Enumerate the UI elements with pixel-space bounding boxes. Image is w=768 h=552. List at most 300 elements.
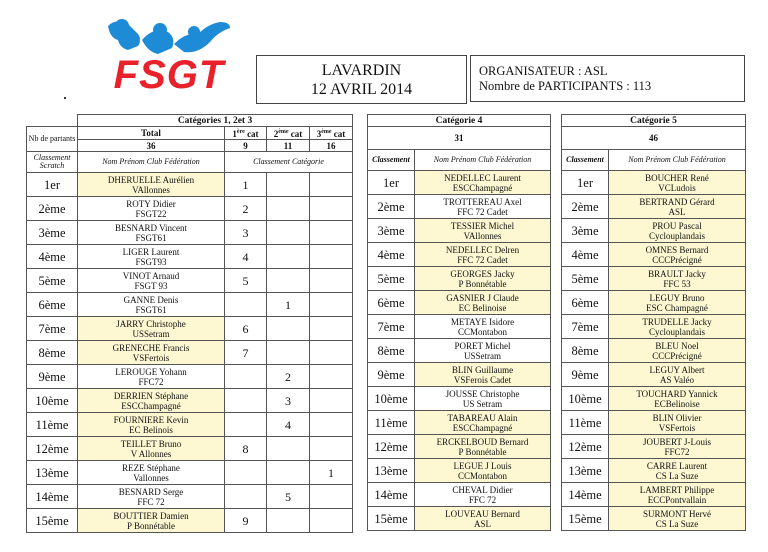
table-row <box>27 509 353 533</box>
competitor-cell <box>415 459 551 483</box>
competitor-club: AS Valéo <box>659 374 695 385</box>
rank: 7ème <box>562 315 609 339</box>
competitor-name: LEGUY Bruno <box>649 292 705 303</box>
table-row <box>27 365 353 389</box>
rank: 4ème <box>562 243 609 267</box>
competitor-club: ECBelinoise <box>654 398 700 409</box>
results-table-cat-1-2-3 <box>26 114 353 533</box>
competitor-club: EC Belinoise <box>458 302 507 313</box>
competitor-club: FFC 72 <box>468 494 497 505</box>
competitor-club: VSFerois Cadet <box>453 374 512 385</box>
competitor-name: LIGER Laurent <box>122 246 180 257</box>
competitor-club: CCMontabon <box>458 470 508 481</box>
competitor-club: FSGT 93 <box>134 280 168 291</box>
competitor-club: FFC72 <box>138 376 164 387</box>
table-row <box>27 245 353 269</box>
competitor-cell <box>415 195 551 219</box>
competitor-club: VAllonnes <box>132 184 170 195</box>
col-name-header: Nom Prénom Club Fédération <box>415 150 551 171</box>
rank: 10ème <box>562 387 609 411</box>
table-row <box>27 461 353 485</box>
cat2-rank <box>267 437 310 461</box>
competitor-name: TRUDELLE Jacky <box>642 316 712 327</box>
competitor-name: VINOT Arnaud <box>122 270 180 281</box>
total-label: Total <box>78 127 225 140</box>
competitor-name: TROTTEREAU Axel <box>443 196 522 207</box>
competitor-name: ROTY Didier <box>126 198 176 209</box>
competitor-name: NEDELLEC Delren <box>445 244 520 255</box>
competitor-cell <box>415 243 551 267</box>
competitor-name: JOUSSE Christophe <box>445 388 520 399</box>
table-row <box>562 411 746 435</box>
competitor-club: Cyclouplandais <box>649 326 705 337</box>
competitor-name: LOUVEAU Bernard <box>445 508 520 519</box>
table-row <box>562 267 746 291</box>
cat3-rank <box>310 197 353 221</box>
rank: 5ème <box>562 267 609 291</box>
competitor-cell <box>609 483 746 507</box>
scratch-rank: 10ème <box>27 389 78 413</box>
col-rank-header: Classement <box>368 150 415 171</box>
competitor-club: CCMontabon <box>458 326 508 337</box>
competitor-club: USSetram <box>132 328 170 339</box>
table-row <box>562 387 746 411</box>
scratch-rank: 15ème <box>27 509 78 533</box>
competitor-name: CARRE Laurent <box>646 460 708 471</box>
scratch-rank: 8ème <box>27 341 78 365</box>
competitor-cell <box>609 243 746 267</box>
cat2-rank <box>267 197 310 221</box>
col-category-header: Classement Catégorie <box>225 152 353 173</box>
competitor-name: REZE Stéphane <box>122 462 180 473</box>
table-row <box>562 459 746 483</box>
competitor-name: BESNARD Vincent <box>114 222 188 233</box>
table-row <box>562 435 746 459</box>
competitor-cell <box>78 317 225 341</box>
competitor-club: FFC 72 Cadet <box>457 254 508 265</box>
table-row <box>368 339 551 363</box>
cat3-rank <box>310 173 353 197</box>
competitor-cell <box>78 269 225 293</box>
scratch-rank: 3ème <box>27 221 78 245</box>
competitor-name: TOUCHARD Yannick <box>636 388 718 399</box>
rank: 3ème <box>368 219 415 243</box>
col-name-header: Nom Prénom Club Fédération <box>78 152 225 173</box>
table-row <box>562 195 746 219</box>
table-row <box>562 315 746 339</box>
table-row <box>562 507 746 531</box>
cat2-rank: 2 <box>267 365 310 389</box>
organizer-text: ORGANISATEUR : ASL <box>479 64 608 78</box>
table-row <box>27 389 353 413</box>
cat1-rank: 1 <box>225 173 267 197</box>
cat2-rank: 5 <box>267 485 310 509</box>
scratch-rank: 1er <box>27 173 78 197</box>
competitor-cell <box>78 173 225 197</box>
competitor-name: SURMONT Hervé <box>642 508 712 519</box>
rank: 3ème <box>562 219 609 243</box>
cat3-count: 16 <box>310 140 353 152</box>
cat1-rank <box>225 293 267 317</box>
rank: 2ème <box>562 195 609 219</box>
competitor-name: LAMBERT Philippe <box>639 484 715 495</box>
rank: 1er <box>562 171 609 195</box>
competitor-club: FSGT61 <box>135 232 167 243</box>
table-row <box>368 315 551 339</box>
competitor-club: P Bonnétable <box>458 278 507 289</box>
table3-count: 46 <box>562 127 746 150</box>
competitor-name: BLIN Olivier <box>652 412 702 423</box>
scratch-rank: 2ème <box>27 197 78 221</box>
col-name-header: Nom Prénom Club Fédération <box>609 150 746 171</box>
competitor-cell <box>609 291 746 315</box>
competitor-club: Vallonnes <box>133 472 169 483</box>
competitor-cell <box>78 245 225 269</box>
competitor-cell <box>78 461 225 485</box>
cat1-rank: 4 <box>225 245 267 269</box>
table-row <box>562 363 746 387</box>
rank: 13ème <box>368 459 415 483</box>
fsgt-logo <box>98 14 240 96</box>
competitor-cell <box>609 411 746 435</box>
competitor-club: USSetram <box>464 350 501 361</box>
competitor-cell <box>609 171 746 195</box>
table-row <box>368 387 551 411</box>
rank: 14ème <box>368 483 415 507</box>
scratch-rank: 7ème <box>27 317 78 341</box>
cat1-rank <box>225 413 267 437</box>
competitor-club: CCCPrécigné <box>652 350 702 361</box>
table2-title: Catégorie 4 <box>368 115 551 127</box>
competitor-cell <box>609 459 746 483</box>
competitor-cell <box>415 267 551 291</box>
cat2-rank <box>267 245 310 269</box>
cat1-count: 9 <box>225 140 267 152</box>
rank: 9ème <box>562 363 609 387</box>
cat3-rank <box>310 269 353 293</box>
rank: 2ème <box>368 195 415 219</box>
competitor-name: BERTRAND Gérard <box>639 196 715 207</box>
competitor-club: US Setram <box>462 398 503 409</box>
table2-count: 31 <box>368 127 551 150</box>
cat3-rank <box>310 221 353 245</box>
cat1-rank: 7 <box>225 341 267 365</box>
table-row <box>562 243 746 267</box>
competitor-cell <box>415 507 551 531</box>
competitor-club: FSGT61 <box>135 304 167 315</box>
cat2-rank <box>267 341 310 365</box>
competitor-name: ERCKELBOUD Bernard <box>436 436 529 447</box>
table-row <box>27 317 353 341</box>
rank: 15ème <box>368 507 415 531</box>
competitor-club: ASL <box>668 206 686 217</box>
table-row <box>562 171 746 195</box>
table-row <box>27 485 353 509</box>
table-row <box>368 267 551 291</box>
table-row <box>368 483 551 507</box>
rank: 12ème <box>368 435 415 459</box>
cat2-rank: 1 <box>267 293 310 317</box>
rank: 13ème <box>562 459 609 483</box>
competitor-cell <box>415 483 551 507</box>
rank: 5ème <box>368 267 415 291</box>
competitor-club: FFC72 <box>664 446 690 457</box>
competitor-club: FFC 72 Cadet <box>457 206 508 217</box>
competitor-cell <box>415 219 551 243</box>
competitor-cell <box>609 315 746 339</box>
competitor-club: EC Belinois <box>129 424 173 435</box>
competitor-cell <box>609 435 746 459</box>
competitor-club: FFC 72 <box>137 496 165 507</box>
cat3-rank <box>310 437 353 461</box>
scratch-rank: 5ème <box>27 269 78 293</box>
cat2-rank <box>267 509 310 533</box>
cat1-rank: 2 <box>225 197 267 221</box>
table-row <box>27 413 353 437</box>
competitor-club: ESC Champagné <box>646 302 708 313</box>
cat1-rank <box>225 389 267 413</box>
competitor-name: BLIN Guillaume <box>451 364 514 375</box>
competitor-cell <box>78 365 225 389</box>
rank: 11ème <box>368 411 415 435</box>
cat3-rank <box>310 389 353 413</box>
competitor-cell <box>78 389 225 413</box>
rank: 9ème <box>368 363 415 387</box>
competitor-name: DERRIEN Stéphane <box>113 390 189 401</box>
organizer-box <box>470 55 745 102</box>
cat2-rank <box>267 173 310 197</box>
table-row <box>368 435 551 459</box>
competitor-name: PROU Pascal <box>652 220 702 231</box>
rank: 10ème <box>368 387 415 411</box>
competitor-club: VCLudois <box>658 182 696 193</box>
table-row <box>368 243 551 267</box>
participants-text: Nombre de PARTICIPANTS : 113 <box>479 79 652 93</box>
table1-title: Catégories 1, 2et 3 <box>78 115 353 127</box>
competitor-cell <box>415 363 551 387</box>
cat1-rank: 9 <box>225 509 267 533</box>
competitor-cell <box>78 509 225 533</box>
cat3-rank <box>310 317 353 341</box>
competitor-name: BOUTTIER Damien <box>113 510 189 521</box>
competitor-name: PORET Michel <box>454 340 511 351</box>
results-table-cat-4 <box>367 114 551 531</box>
rank: 6ème <box>368 291 415 315</box>
competitor-club: FSGT93 <box>135 256 167 267</box>
rank: 14ème <box>562 483 609 507</box>
cat1-rank <box>225 365 267 389</box>
competitor-name: BLEU Noel <box>655 340 699 351</box>
competitor-name: TESSIER Michel <box>450 220 515 231</box>
competitor-cell <box>609 363 746 387</box>
competitor-cell <box>78 197 225 221</box>
scratch-rank: 14ème <box>27 485 78 509</box>
rank: 1er <box>368 171 415 195</box>
competitor-cell <box>415 411 551 435</box>
cat1-rank: 5 <box>225 269 267 293</box>
competitor-club: ESCChampagné <box>121 400 181 411</box>
cat3-rank <box>310 485 353 509</box>
cat1-rank: 8 <box>225 437 267 461</box>
competitor-cell <box>609 339 746 363</box>
cat3-rank <box>310 509 353 533</box>
competitor-name: LEGUY Albert <box>649 364 705 375</box>
competitor-name: DHERUELLE Aurélien <box>107 174 195 185</box>
logo-text: FSGT <box>113 53 225 97</box>
competitor-club: VSFertois <box>658 422 696 433</box>
cat1-label: 1ère cat <box>225 127 267 140</box>
table-row <box>368 195 551 219</box>
rank: 12ème <box>562 435 609 459</box>
competitor-club: V Allonnes <box>130 448 172 459</box>
competitor-cell <box>78 437 225 461</box>
competitor-club: FSGT22 <box>135 208 167 219</box>
cat2-count: 11 <box>267 140 310 152</box>
competitor-club: ESCChampagné <box>452 182 513 193</box>
competitor-cell <box>609 387 746 411</box>
scratch-rank: 6ème <box>27 293 78 317</box>
scratch-rank: 4ème <box>27 245 78 269</box>
competitor-cell <box>78 413 225 437</box>
competitor-club: VAllonnes <box>463 230 502 241</box>
competitor-cell <box>415 171 551 195</box>
cat2-rank <box>267 461 310 485</box>
scratch-rank: 12ème <box>27 437 78 461</box>
table-row <box>27 437 353 461</box>
competitor-name: GRENECHE Francis <box>112 342 190 353</box>
cat3-rank <box>310 341 353 365</box>
table-row <box>368 507 551 531</box>
cat2-rank <box>267 317 310 341</box>
cat3-rank: 1 <box>310 461 353 485</box>
event-title-box <box>256 55 467 104</box>
table-row <box>368 363 551 387</box>
table-row <box>368 411 551 435</box>
competitor-cell <box>609 267 746 291</box>
event-date: 12 AVRIL 2014 <box>310 81 413 98</box>
cat2-rank: 3 <box>267 389 310 413</box>
competitor-name: GANNE Denis <box>123 294 179 305</box>
competitor-cell <box>415 387 551 411</box>
cat3-rank <box>310 245 353 269</box>
rank: 6ème <box>562 291 609 315</box>
rank: 8ème <box>562 339 609 363</box>
competitor-cell <box>78 341 225 365</box>
competitor-club: P Bonnétable <box>127 520 175 531</box>
competitor-cell <box>415 315 551 339</box>
rank: 4ème <box>368 243 415 267</box>
cat1-rank <box>225 485 267 509</box>
cat2-rank <box>267 221 310 245</box>
table-row <box>368 459 551 483</box>
competitor-cell <box>78 293 225 317</box>
competitor-club: FFC 53 <box>663 278 691 289</box>
competitor-name: LEGUE J Louis <box>453 460 512 471</box>
competitor-name: BOUCHER René <box>645 172 709 183</box>
competitor-name: GEORGES Jacky <box>450 268 515 279</box>
table-row <box>562 339 746 363</box>
cat2-rank <box>267 269 310 293</box>
cat3-rank <box>310 365 353 389</box>
results-table-cat-5 <box>561 114 746 531</box>
competitor-name: JARRY Christophe <box>116 318 186 329</box>
table-row <box>368 171 551 195</box>
nb-partants-label: Nb de partants <box>27 127 78 152</box>
table-row <box>27 221 353 245</box>
competitor-name: GASNIER J Claude <box>446 292 519 303</box>
scratch-rank: 13ème <box>27 461 78 485</box>
competitor-club: VSFertois <box>132 352 170 363</box>
rank: 8ème <box>368 339 415 363</box>
competitor-club: ESCChampagné <box>452 422 513 433</box>
competitor-cell <box>78 485 225 509</box>
competitor-cell <box>78 221 225 245</box>
competitor-name: TEILLET Bruno <box>120 438 182 449</box>
competitor-club: P Bonnétable <box>458 446 507 457</box>
cat3-rank <box>310 413 353 437</box>
cat2-label: 2ème cat <box>267 127 310 140</box>
table3-title: Catégorie 5 <box>562 115 746 127</box>
competitor-name: NEDELLEC Laurent <box>444 172 521 183</box>
competitor-club: ASL <box>474 518 492 529</box>
cat1-rank <box>225 461 267 485</box>
table-row <box>27 341 353 365</box>
table-row <box>562 219 746 243</box>
cat3-label: 3ème cat <box>310 127 353 140</box>
table-row <box>27 293 353 317</box>
rank: 11ème <box>562 411 609 435</box>
scratch-rank: 9ème <box>27 365 78 389</box>
cat2-rank: 4 <box>267 413 310 437</box>
competitor-club: CS La Suze <box>655 518 699 529</box>
competitor-cell <box>609 219 746 243</box>
competitor-name: CHEVAL Didier <box>452 484 513 495</box>
competitor-name: BESNARD Serge <box>118 486 184 497</box>
competitor-club: CS La Suze <box>655 470 699 481</box>
col-rank-header: Classement <box>562 150 609 171</box>
cat3-rank <box>310 293 353 317</box>
rank: 15ème <box>562 507 609 531</box>
dot-mark <box>64 97 66 99</box>
competitor-name: BRAULT Jacky <box>648 268 706 279</box>
table-row <box>27 173 353 197</box>
table-row <box>27 269 353 293</box>
cat1-rank: 3 <box>225 221 267 245</box>
table-row <box>562 483 746 507</box>
competitor-name: OMNES Bernard <box>645 244 709 255</box>
total-count: 36 <box>78 140 225 152</box>
rank: 7ème <box>368 315 415 339</box>
venue-title: LAVARDIN <box>321 62 402 79</box>
competitor-club: CCCPrécigné <box>652 254 702 265</box>
competitor-name: TABAREAU Alain <box>447 412 518 423</box>
competitor-club: Cyclouplandais <box>649 230 705 241</box>
competitor-name: FOURNIERE Kevin <box>113 414 189 425</box>
competitor-cell <box>415 291 551 315</box>
col-rank-header: Classement Scratch <box>27 152 78 173</box>
competitor-cell <box>609 195 746 219</box>
table-row <box>368 291 551 315</box>
competitor-cell <box>415 339 551 363</box>
competitor-cell <box>415 435 551 459</box>
table-row <box>27 197 353 221</box>
table-row <box>562 291 746 315</box>
scratch-rank: 11ème <box>27 413 78 437</box>
competitor-name: LEROUGE Yohann <box>115 366 187 377</box>
cat1-rank: 6 <box>225 317 267 341</box>
table-row <box>368 219 551 243</box>
competitor-name: JOUBERT J-Louis <box>642 436 712 447</box>
